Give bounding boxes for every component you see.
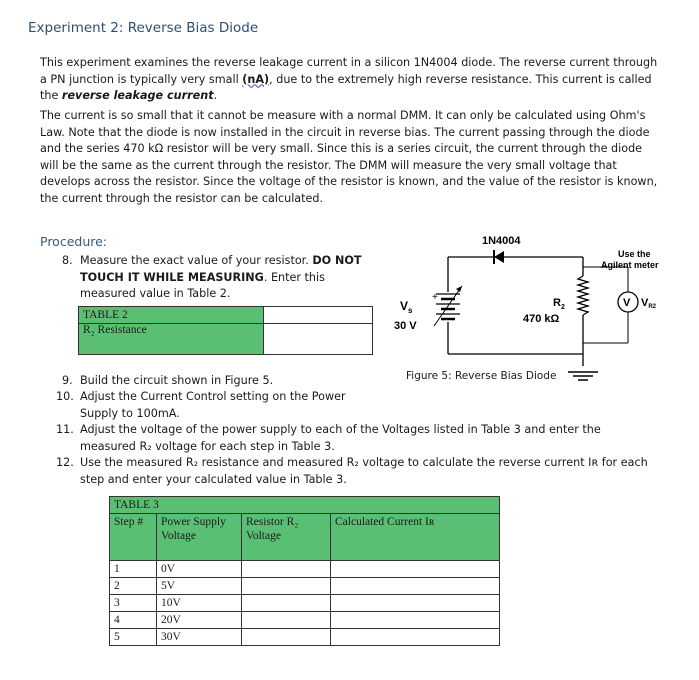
table-3-caption: TABLE 3 <box>110 497 242 514</box>
table-3-r2-cell[interactable] <box>242 561 331 578</box>
meter-note-1: Use the <box>618 249 651 259</box>
table-2-row-label: R₂ Resistance <box>79 324 264 355</box>
table-3-caption-fill <box>242 497 331 514</box>
battery-icon <box>432 286 462 326</box>
table-3-voltage: 20V <box>157 612 242 629</box>
table-3-r2-cell[interactable] <box>242 578 331 595</box>
step-8-text: . Enter this measured value in Table 2. <box>80 270 325 301</box>
voltmeter-symbol: V <box>623 297 631 309</box>
diode-label: 1N4004 <box>482 235 521 247</box>
table-3-r2-cell[interactable] <box>242 595 331 612</box>
table-3-voltage: 30V <box>157 629 242 646</box>
table-row <box>110 578 500 595</box>
source-label: $V_s$ <box>400 299 413 315</box>
page-title: Experiment 2: Reverse Bias Diode <box>28 20 259 36</box>
table-2 <box>78 306 373 355</box>
step-12: Use the measured R₂ resistance and measured R₂ voltage to calculate the reverse current Iʀ for each step and enter your calculated value in Table 3. <box>80 456 648 486</box>
table-3-header-r2: Resistor R₂ Voltage <box>242 514 331 561</box>
table-row <box>110 595 500 612</box>
table-3-r2-cell[interactable] <box>242 612 331 629</box>
resistor-icon <box>578 276 588 315</box>
step-8 <box>80 253 380 303</box>
intro-text: This experiment examines the reverse leakage current in a silicon 1N4004 diode. The reverse current through a PN junction is typically very small <box>40 56 658 86</box>
meter-reading-label: VR2 <box>641 297 657 310</box>
table-3-current-cell[interactable] <box>331 612 500 629</box>
intro-text: , due to the extremely high reverse resistance. This current is called the <box>40 72 652 103</box>
source-value: 30 V <box>394 320 417 332</box>
table-3-step: 2 <box>110 578 157 595</box>
step-10: Adjust the Current Control setting on the Power Supply to 100mA. <box>80 390 346 420</box>
table-3-r2-cell[interactable] <box>242 629 331 646</box>
table-row <box>110 561 500 578</box>
table-row <box>110 629 500 646</box>
table-2-header-blank <box>264 307 373 324</box>
resistor-value: 470 kΩ <box>523 313 560 325</box>
step-10-number: 10. <box>56 390 74 403</box>
step-11-number: 11. <box>56 423 74 436</box>
nanoamp-term: (nA) <box>242 72 270 86</box>
resistor-label: $R_2$ <box>553 297 565 311</box>
table-3-current-cell[interactable] <box>331 561 500 578</box>
step-12-number: 12. <box>56 456 74 469</box>
table-2-resistance-value[interactable] <box>264 324 373 355</box>
table-3-step: 1 <box>110 561 157 578</box>
figure-5-circuit <box>388 230 688 390</box>
step-8-warning: DO NOT TOUCH IT WHILE MEASURING <box>80 254 362 284</box>
table-3-voltage: 10V <box>157 595 242 612</box>
procedure-heading: Procedure: <box>40 234 108 249</box>
table-3-header-current: Calculated Current Iʀ <box>331 514 500 561</box>
ground-icon <box>568 354 598 380</box>
table-3-step: 5 <box>110 629 157 646</box>
table-3-caption-fill <box>331 497 500 514</box>
intro-paragraph-1 <box>40 55 660 105</box>
table-3-header-voltage: Power Supply Voltage <box>157 514 242 561</box>
svg-text:+: + <box>432 292 438 303</box>
leakage-term: reverse leakage current <box>61 89 214 103</box>
table-row <box>110 612 500 629</box>
table-3-step: 3 <box>110 595 157 612</box>
meter-note-2: Agilent meter <box>601 260 659 270</box>
intro-text: . <box>213 89 218 103</box>
table-3-current-cell[interactable] <box>331 578 500 595</box>
step-9-number: 9. <box>62 374 73 387</box>
step-11: Adjust the voltage of the power supply to each of the Voltages listed in Table 3 and enter the measured R₂ voltage for each step in Table 3. <box>80 423 601 453</box>
figure-5-caption: Figure 5: Reverse Bias Diode <box>406 370 557 382</box>
table-3 <box>109 496 500 646</box>
table-3-header-step: Step # <box>110 514 157 561</box>
diode-icon <box>494 250 504 264</box>
table-3-current-cell[interactable] <box>331 595 500 612</box>
step-8-number: 8. <box>62 254 73 267</box>
table-3-current-cell[interactable] <box>331 629 500 646</box>
table-3-step: 4 <box>110 612 157 629</box>
intro-paragraph-2: The current is so small that it cannot be measure with a normal DMM. It can only be calculated using Ohm's Law. Note that the diode is now installed in the circuit in reverse bias. The current passing through the diode and the series 470 kΩ resistor will be very small. Since this is a series circuit, the current through the diode will be the same as the current through the resistor. The DMM will measure the very small voltage that develops across the resistor. Since the voltage of the resistor is known, and the value of the resistor is known, the current through the resistor can be calculated. <box>40 109 658 205</box>
table-3-voltage: 5V <box>157 578 242 595</box>
step-9: Build the circuit shown in Figure 5. <box>80 374 274 387</box>
step-8-text: Measure the exact value of your resistor. <box>80 254 313 267</box>
table-2-caption: TABLE 2 <box>79 307 264 324</box>
table-3-voltage: 0V <box>157 561 242 578</box>
